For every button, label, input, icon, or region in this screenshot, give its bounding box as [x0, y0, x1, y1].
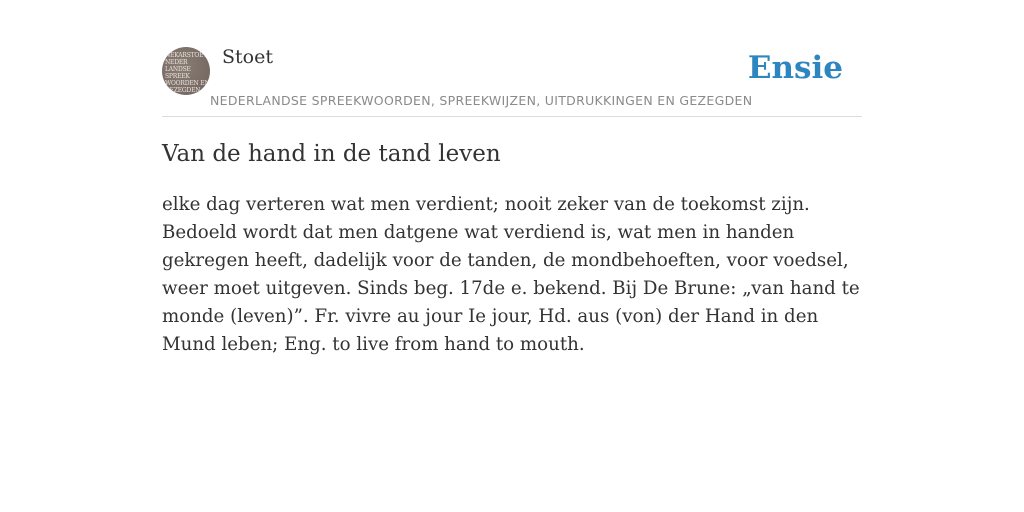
brand-logo-link[interactable]: Ensie [747, 50, 843, 86]
header [162, 0, 862, 117]
author-name[interactable]: Stoet [222, 46, 273, 68]
avatar[interactable] [162, 47, 210, 95]
entry-definition: elke dag verteren wat men verdient; nooit zeker van de toekomst zijn. Bedoeld wordt dat men datgene wat verdiend is, wat men in handen gekregen heeft, dadelijk voor de tanden, de mondbehoeften, voor voedsel, weer moet uitgeven. Sinds beg. 17de e. bekend. Bij De Brune: „van hand te monde (leven)”. Fr. vivre au jour Ie jour, Hd. aus (von) der Hand in den Mund leben; Eng. to live from hand to mouth. [162, 194, 860, 355]
entry-title: Van de hand in de tand leven [162, 141, 501, 167]
source-title[interactable]: NEDERLANDSE SPREEKWOORDEN, SPREEKWIJZEN, UITDRUKKINGEN EN GEZEGDEN [210, 93, 753, 108]
page [162, 0, 862, 359]
avatar-book-cover-text: NEKARSTOET NEDER LANDSE SPREEK WOORDEN EN GEZEGDEN [165, 52, 210, 94]
